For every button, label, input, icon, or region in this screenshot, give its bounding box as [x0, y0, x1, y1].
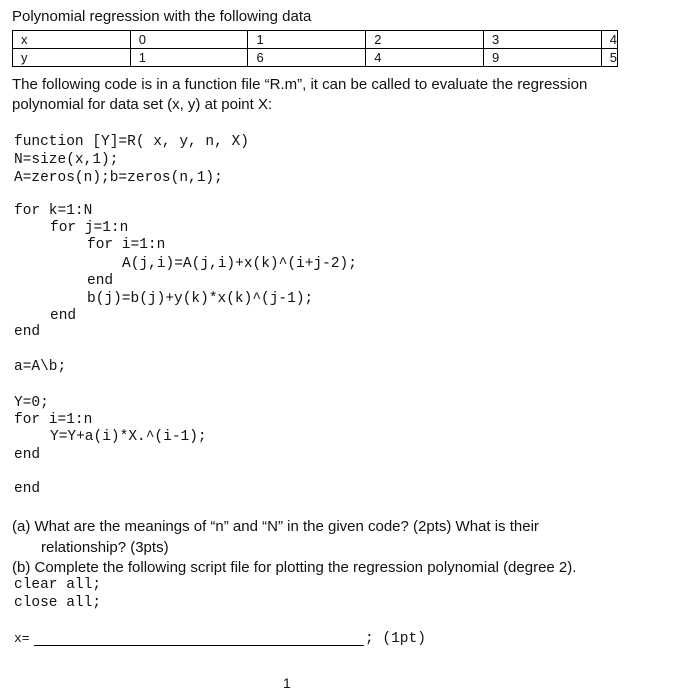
page-title: Polynomial regression with the following data [12, 8, 312, 25]
script-line: clear all; [14, 577, 102, 593]
table-cell: 1 [130, 49, 248, 67]
code-line: end [14, 447, 41, 463]
table-cell: x [13, 31, 131, 49]
table-row-x [13, 31, 618, 49]
intro-line: polynomial for data set (x, y) at point X: [12, 96, 273, 113]
code-line: A(j,i)=A(j,i)+x(k)^(i+j-2); [122, 256, 357, 272]
code-line: Y=Y+a(i)*X.^(i-1); [50, 429, 207, 445]
code-line: for i=1:n [14, 412, 93, 428]
code-line: end [14, 324, 41, 340]
intro-paragraph [12, 75, 652, 115]
table-cell: 2 [366, 31, 484, 49]
code-line: b(j)=b(j)+y(k)*x(k)^(j-1); [87, 291, 314, 307]
table-cell: 6 [248, 49, 366, 67]
code-line: for j=1:n [50, 220, 129, 236]
table-cell: 4 [601, 31, 617, 49]
table-cell: 1 [248, 31, 366, 49]
table-row-y [13, 49, 618, 67]
answer-label: x= [14, 631, 30, 646]
intro-line: The following code is in a function file “R.m”, it can be called to evaluate the regression [12, 76, 588, 93]
code-line: end [87, 273, 114, 289]
code-line: A=zeros(n);b=zeros(n,1); [14, 170, 223, 186]
code-line: function [Y]=R( x, y, n, X) [14, 134, 249, 150]
question-a-continued: relationship? (3pts) [41, 539, 169, 556]
code-line: end [50, 308, 77, 324]
data-table [12, 30, 618, 67]
code-line: N=size(x,1); [14, 152, 119, 168]
table-cell: 9 [483, 49, 601, 67]
code-line: for k=1:N [14, 203, 93, 219]
table-cell: y [13, 49, 131, 67]
code-line: for i=1:n [87, 237, 166, 253]
question-a: (a) What are the meanings of “n” and “N” in the given code? (2pts) What is their [12, 518, 539, 535]
table-cell: 3 [483, 31, 601, 49]
code-line: Y=0; [14, 395, 49, 411]
points-note: ; (1pt) [365, 631, 426, 647]
question-b: (b) Complete the following script file for plotting the regression polynomial (degree 2). [12, 559, 577, 576]
code-line: end [14, 481, 41, 497]
table-cell: 4 [366, 49, 484, 67]
script-line: close all; [14, 595, 102, 611]
table-cell: 0 [130, 31, 248, 49]
answer-blank[interactable] [34, 645, 364, 646]
table-cell: 5 [601, 49, 617, 67]
page-number: 1 [283, 675, 291, 691]
code-line: a=A\b; [14, 359, 67, 375]
